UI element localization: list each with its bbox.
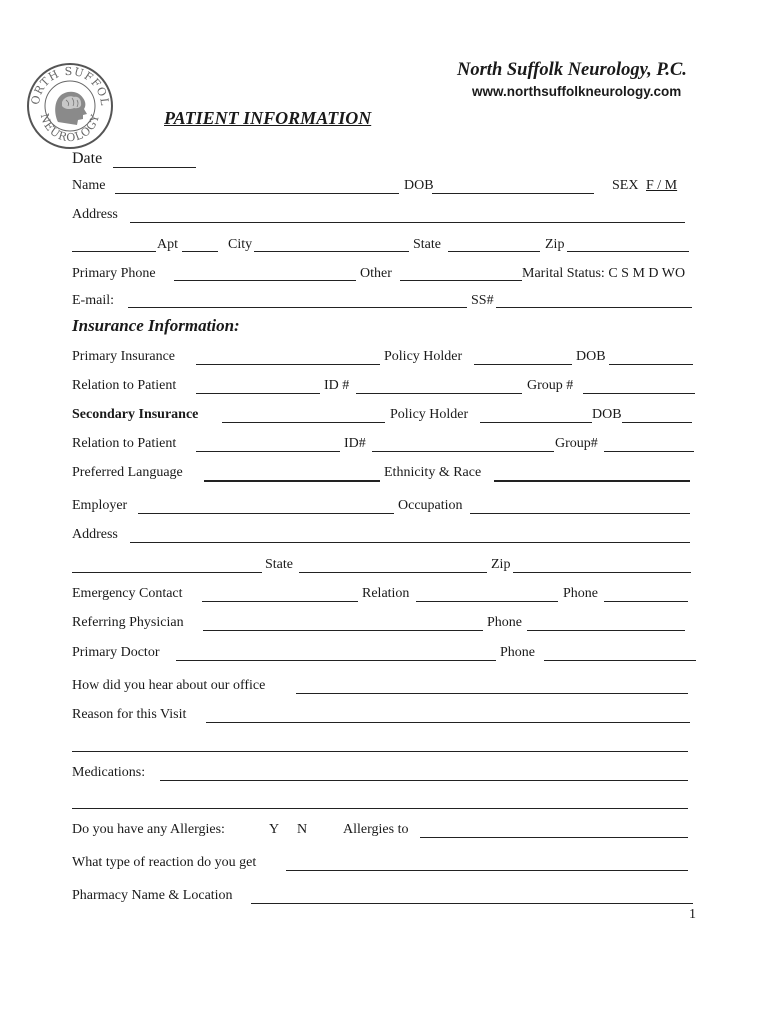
reason-label: Reason for this Visit	[72, 707, 187, 722]
hear-about-field[interactable]	[296, 693, 688, 694]
name-field[interactable]	[115, 193, 399, 194]
logo-text-top: ORTH SUFFOL	[28, 64, 112, 107]
id-label: ID #	[324, 378, 350, 393]
page-number: 1	[689, 907, 696, 922]
address-label: Address	[72, 207, 118, 222]
emergency-phone-field[interactable]	[604, 601, 688, 602]
id-field[interactable]	[356, 393, 522, 394]
id2-field[interactable]	[372, 451, 554, 452]
referring-phone-field[interactable]	[527, 630, 685, 631]
employer-city-field[interactable]	[72, 572, 262, 573]
reaction-label: What type of reaction do you get	[72, 855, 257, 870]
primary-insurance-label: Primary Insurance	[72, 349, 176, 364]
hear-about-label: How did you hear about our office	[72, 678, 266, 693]
group-field[interactable]	[583, 393, 695, 394]
logo-text-bottom: NEUROLOGY	[37, 112, 103, 145]
primary-phone-field[interactable]	[174, 280, 356, 281]
policy-holder-field[interactable]	[474, 364, 572, 365]
policy-holder-dob-field[interactable]	[609, 364, 693, 365]
sex-options[interactable]: F / M	[646, 178, 678, 193]
employer-zip-label: Zip	[491, 557, 511, 572]
ethnicity-label: Ethnicity & Race	[384, 465, 482, 480]
preferred-language-field[interactable]	[204, 480, 380, 482]
secondary-insurance-label: Secondary Insurance	[72, 407, 199, 422]
primary-doctor-phone-field[interactable]	[544, 660, 696, 661]
city-field[interactable]	[254, 251, 409, 252]
city-label: City	[228, 237, 253, 252]
zip-label: Zip	[545, 237, 565, 252]
ss-field[interactable]	[496, 307, 692, 308]
medications-field-line2[interactable]	[72, 808, 688, 809]
secondary-insurance-field[interactable]	[222, 422, 385, 423]
employer-field[interactable]	[138, 513, 394, 514]
referring-physician-field[interactable]	[203, 630, 483, 631]
occupation-field[interactable]	[470, 513, 690, 514]
allergies-question: Do you have any Allergies:	[72, 822, 225, 837]
medications-field[interactable]	[160, 780, 688, 781]
occupation-label: Occupation	[398, 498, 463, 513]
practice-website[interactable]: www.northsuffolkneurology.com	[472, 84, 682, 99]
policy-holder2-dob-field[interactable]	[622, 422, 692, 423]
reaction-field[interactable]	[286, 870, 688, 871]
allergies-to-label: Allergies to	[343, 822, 409, 837]
sex-label: SEX	[612, 178, 639, 193]
practice-name: North Suffolk Neurology, P.C.	[457, 60, 687, 80]
primary-doctor-phone-label: Phone	[500, 645, 535, 660]
date-field[interactable]	[113, 167, 196, 168]
address-field[interactable]	[130, 222, 685, 223]
referring-physician-label: Referring Physician	[72, 615, 184, 630]
emergency-phone-label: Phone	[563, 586, 598, 601]
emergency-contact-label: Emergency Contact	[72, 586, 183, 601]
apt-label: Apt	[157, 237, 178, 252]
policy-holder-dob-label: DOB	[576, 349, 606, 364]
zip-field[interactable]	[567, 251, 689, 252]
employer-address-field[interactable]	[130, 542, 690, 543]
dob-field[interactable]	[432, 193, 594, 194]
employer-label: Employer	[72, 498, 128, 513]
allergies-no-option[interactable]: N	[297, 822, 308, 837]
date-label: Date	[72, 150, 103, 167]
name-label: Name	[72, 178, 106, 193]
referring-phone-label: Phone	[487, 615, 522, 630]
primary-phone-label: Primary Phone	[72, 266, 156, 281]
pharmacy-label: Pharmacy Name & Location	[72, 888, 233, 903]
preferred-language-label: Preferred Language	[72, 465, 183, 480]
marital-status-label[interactable]: Marital Status: C S M D WO	[522, 266, 686, 281]
relation2-field[interactable]	[196, 451, 340, 452]
primary-insurance-field[interactable]	[196, 364, 380, 365]
emergency-relation-field[interactable]	[416, 601, 558, 602]
dob-label: DOB	[404, 178, 434, 193]
brain-head-logo-icon	[26, 62, 114, 150]
practice-logo	[26, 62, 114, 150]
allergies-yes-option[interactable]: Y	[269, 822, 280, 837]
allergies-to-field[interactable]	[420, 837, 688, 838]
email-field[interactable]	[128, 307, 467, 308]
employer-state-label: State	[265, 557, 293, 572]
employer-state-field[interactable]	[299, 572, 487, 573]
other-phone-field[interactable]	[400, 280, 522, 281]
policy-holder2-label: Policy Holder	[390, 407, 469, 422]
state-field[interactable]	[448, 251, 540, 252]
policy-holder2-dob-label: DOB	[592, 407, 622, 422]
relation-label: Relation to Patient	[72, 378, 177, 393]
apt-field[interactable]	[182, 251, 218, 252]
pharmacy-field[interactable]	[251, 903, 693, 904]
employer-address-label: Address	[72, 527, 118, 542]
employer-zip-field[interactable]	[513, 572, 691, 573]
group2-field[interactable]	[604, 451, 694, 452]
id2-label: ID#	[344, 436, 366, 451]
primary-doctor-field[interactable]	[176, 660, 496, 661]
policy-holder-label: Policy Holder	[384, 349, 463, 364]
relation2-label: Relation to Patient	[72, 436, 177, 451]
medications-label: Medications:	[72, 765, 146, 780]
address-line2-field[interactable]	[72, 251, 156, 252]
insurance-heading: Insurance Information:	[72, 316, 240, 335]
policy-holder2-field[interactable]	[480, 422, 592, 423]
ethnicity-field[interactable]	[494, 480, 690, 482]
relation-field[interactable]	[196, 393, 320, 394]
group2-label: Group#	[555, 436, 598, 451]
email-label: E-mail:	[72, 293, 114, 308]
group-label: Group #	[527, 378, 574, 393]
state-label: State	[413, 237, 441, 252]
emergency-relation-label: Relation	[362, 586, 410, 601]
reason-field[interactable]	[206, 722, 690, 723]
ss-label: SS#	[471, 293, 494, 308]
other-phone-label: Other	[360, 266, 392, 281]
reason-field-line2[interactable]	[72, 751, 688, 752]
form-title: PATIENT INFORMATION	[164, 108, 372, 128]
primary-doctor-label: Primary Doctor	[72, 645, 160, 660]
emergency-contact-field[interactable]	[202, 601, 358, 602]
